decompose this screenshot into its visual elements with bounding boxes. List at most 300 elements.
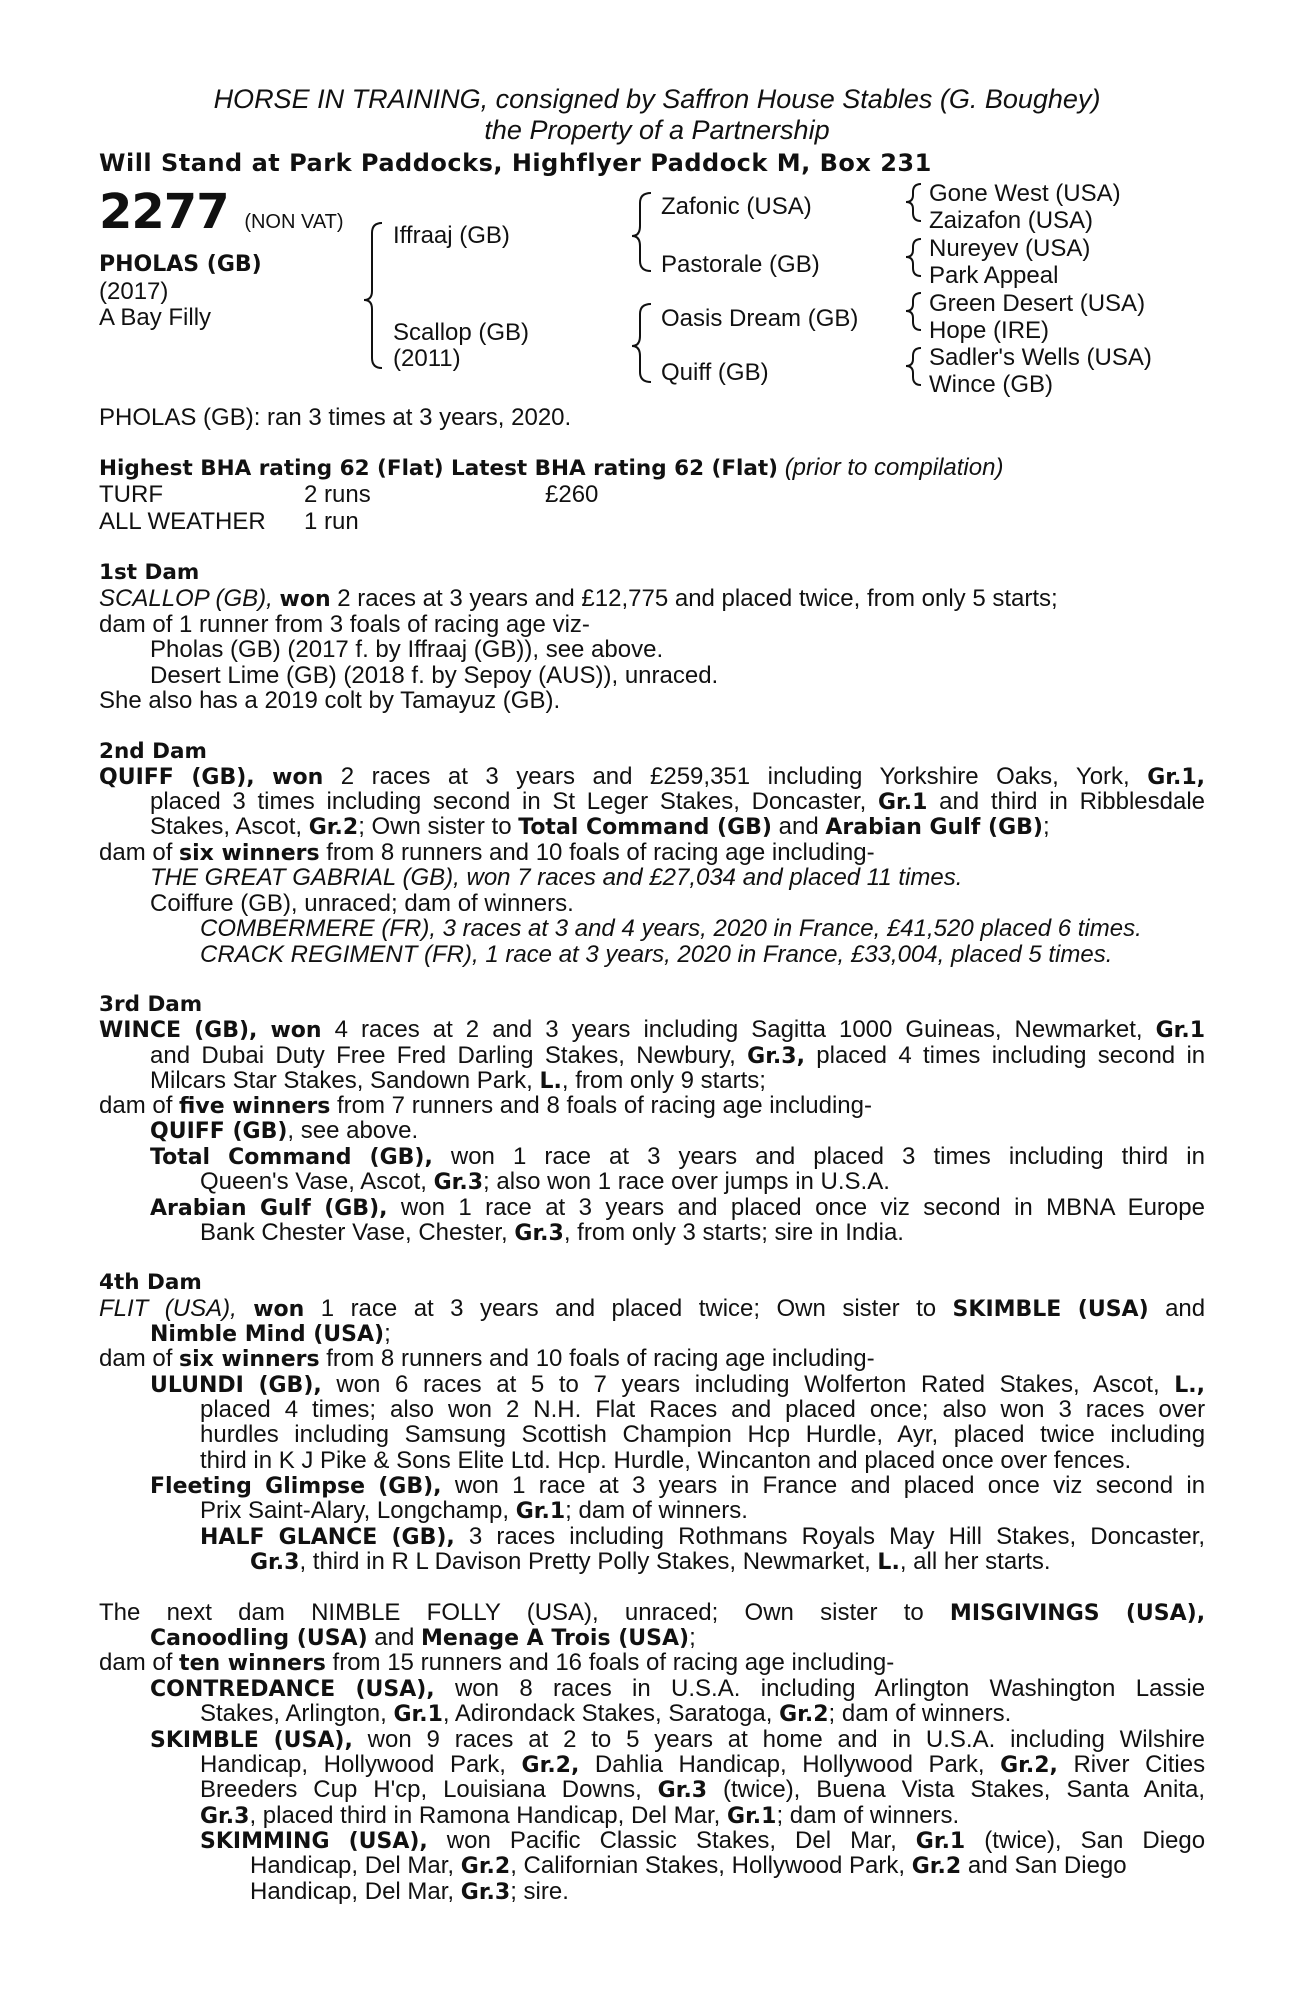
dam2-produce-1: THE GREAT GABRIAL (GB), won 7 races and £27,034 and placed 11 times. (150, 864, 963, 891)
w: Own (744, 1599, 794, 1626)
w: (USA), (1125, 1601, 1206, 1626)
w: Ascot, (1092, 1371, 1160, 1398)
dam2-grandproduce-1: COMBERMERE (FR), 3 races at 3 and 4 years, 2020 in France, £41,520 placed 6 times. (200, 915, 1142, 942)
w: at (609, 1143, 630, 1170)
w: Own (776, 1295, 826, 1322)
w: Fred (396, 1042, 447, 1069)
w: (GB), (378, 1474, 442, 1499)
pedigree-dsd: Hope (IRE) (929, 317, 1050, 344)
w: Glimpse (265, 1474, 365, 1499)
w: 3 (545, 1016, 559, 1043)
t: ; (384, 1320, 391, 1347)
aw-label: ALL WEATHER (99, 508, 266, 535)
dam2-grandproduce-2: CRACK REGIMENT (FR), 1 race at 3 years, 2020 in France, £33,004, placed 5 times. (200, 941, 1113, 968)
w: 3 (1058, 1396, 1072, 1423)
w: San (1080, 1827, 1124, 1854)
w: (USA) (1077, 1297, 1149, 1322)
pedigree-sire-sire: Zafonic (USA) (661, 193, 812, 220)
w: to (903, 1599, 924, 1626)
w: Doncaster, (1090, 1523, 1206, 1550)
w: Leger (586, 788, 649, 815)
t: L. (877, 1550, 900, 1575)
pedigree-dds: Sadler's Wells (USA) (929, 344, 1152, 371)
t: , Adirondack Stakes, Saratoga, (442, 1700, 780, 1727)
w: won (454, 1472, 499, 1499)
t: Arabian Gulf (GB) (825, 815, 1043, 840)
w: to (558, 1371, 579, 1398)
w: 1 (458, 1194, 472, 1221)
w: unraced; (624, 1599, 719, 1626)
w: also (389, 1396, 434, 1423)
w: Breeders (200, 1776, 298, 1803)
w: H'cp, (373, 1776, 428, 1803)
t: ; dam of winners. (828, 1700, 1012, 1727)
w: and (731, 1396, 772, 1423)
w: Diego (1142, 1827, 1206, 1854)
dam4-title: 4th Dam (99, 1270, 202, 1295)
w: second (1095, 1472, 1174, 1499)
t: , third in R L Davison Pretty Polly Stakes, Newmarket, (299, 1548, 878, 1575)
w: Hollywood (323, 1751, 435, 1778)
w: including (1110, 1421, 1206, 1448)
w: in (1186, 1042, 1206, 1069)
dam4-line6 (200, 1422, 1205, 1448)
w: 4 (284, 1396, 299, 1423)
w: Cup (313, 1776, 358, 1803)
bha-ratings (99, 455, 1003, 482)
dam1-produce-2: Desert Lime (GB) (2018 f. by Sepoy (AUS)), unraced. (150, 662, 719, 689)
turf-prize: £260 (545, 481, 599, 508)
w: Scottish (521, 1421, 607, 1448)
t: from 7 runners and 8 foals of racing age including- (330, 1092, 872, 1119)
dam1-line5: She also has a 2019 colt by Tamayuz (GB). (99, 687, 561, 714)
w: May (889, 1523, 935, 1550)
w: WINCE (99, 1018, 182, 1043)
w: to (916, 1295, 937, 1322)
w: including (760, 1675, 856, 1702)
w: third (990, 788, 1038, 815)
t: dam of (99, 839, 180, 866)
w: race (538, 1472, 586, 1499)
t: Gr.3 (433, 1170, 484, 1195)
dam3-line1 (99, 1017, 1205, 1044)
w: Park, (449, 1751, 506, 1778)
w: Gr.2, (521, 1753, 580, 1778)
w: 2 (505, 1396, 520, 1423)
t: Gr.2 (308, 815, 359, 840)
t: Menage A Trois (USA) (421, 1626, 690, 1651)
w: (USA), (164, 1295, 237, 1322)
t: Handicap, Del Mar, (250, 1878, 461, 1905)
w: Rothmans (678, 1523, 788, 1550)
w: Gr.1, (1147, 765, 1206, 790)
w: 1 (320, 1295, 335, 1322)
w: 3 (450, 1295, 464, 1322)
w: won (450, 1143, 495, 1170)
w: 4 (898, 1042, 912, 1069)
w: Wolferton (804, 1371, 907, 1398)
t: Total Command (GB) (518, 815, 772, 840)
w: Gr.1 (877, 790, 928, 815)
w: 3 (631, 1472, 646, 1499)
w: Arlington (874, 1675, 970, 1702)
w: Stakes, (544, 1042, 625, 1069)
dam1-line2: dam of 1 runner from 3 foals of racing age viz- (99, 611, 590, 638)
w: 8 (519, 1675, 533, 1702)
t: Gr.2 (911, 1854, 962, 1879)
t: Gr.3 (250, 1550, 300, 1575)
w: Doncaster, (751, 788, 867, 815)
w: £259,351 (650, 763, 751, 790)
w: MISGIVINGS (949, 1601, 1100, 1626)
w: Total (150, 1145, 211, 1170)
next-dam-line6 (150, 1727, 1205, 1754)
w: hurdles (200, 1421, 279, 1448)
w: sister (820, 1599, 878, 1626)
next-dam-line1 (99, 1600, 1205, 1627)
race-summary: PHOLAS (GB): ran 3 times at 3 years, 2020. (99, 404, 572, 431)
t: Gr.2 (779, 1702, 829, 1727)
t: dam of (99, 1345, 180, 1372)
ratings-note: (prior to compilation) (784, 454, 1004, 481)
w: Ayr, (897, 1421, 939, 1448)
w: Hurdle, (805, 1421, 884, 1448)
t: Queen's Vase, Ascot, (200, 1168, 434, 1195)
w: 5 (530, 1371, 545, 1398)
t: , from only 9 starts; (561, 1067, 766, 1094)
dam3-line5 (150, 1118, 418, 1145)
w: SKIMMING (200, 1829, 330, 1854)
w: sister (842, 1295, 900, 1322)
w: including (294, 1421, 390, 1448)
w: Guineas, (905, 1016, 1002, 1043)
w: placed (953, 1421, 1025, 1448)
dam4-line7: third in K J Pike & Sons Elite Ltd. Hcp. Hurdle, Wincanton and placed once over fences. (200, 1447, 1132, 1474)
w: over (1158, 1396, 1206, 1423)
w: SKIMBLE (952, 1297, 1062, 1322)
w: viz (880, 1194, 910, 1221)
t: ; dam of winners. (565, 1497, 748, 1524)
w: placed (150, 788, 221, 815)
dam1-record: 2 races at 3 years and £12,775 and placed twice, from only 5 starts; (337, 585, 1058, 612)
w: CONTREDANCE (150, 1677, 336, 1702)
pedigree-sire: Iffraaj (GB) (393, 222, 510, 249)
t: ; Own sister to (358, 813, 519, 840)
t: , all her starts. (899, 1548, 1051, 1575)
pedigree-sss: Gone West (USA) (929, 180, 1121, 207)
w: 3 (578, 1194, 592, 1221)
dam3-line4 (99, 1093, 872, 1120)
t: Gr.3 (460, 1880, 511, 1905)
w: won (270, 1018, 322, 1043)
w: Stakes, (996, 1523, 1077, 1550)
w: ULUNDI (150, 1373, 244, 1398)
w: and (755, 1143, 796, 1170)
dam3-line7 (200, 1169, 890, 1196)
w: years (516, 763, 575, 790)
w: races (1085, 1396, 1145, 1423)
w: 3 (468, 1523, 483, 1550)
w: times (923, 1042, 981, 1069)
w: including (326, 788, 422, 815)
w: 7 (593, 1371, 607, 1398)
t: ; (689, 1624, 696, 1651)
t: QUIFF (GB) (150, 1119, 288, 1144)
w: St (552, 788, 576, 815)
w: 1 (512, 1143, 527, 1170)
w: Gr.2, (1000, 1753, 1058, 1778)
dam4-line5 (200, 1397, 1205, 1423)
w: placed (903, 1472, 975, 1499)
w: Anita, (1143, 1776, 1206, 1803)
w: Free (336, 1042, 386, 1069)
w: and (555, 1295, 596, 1322)
w: years (605, 1194, 665, 1221)
w: second (432, 788, 511, 815)
w: placed (200, 1396, 271, 1423)
t: Nimble Mind (USA) (150, 1322, 385, 1347)
turf-runs: 2 runs (304, 481, 371, 508)
w: Park, (928, 1751, 985, 1778)
w: and (492, 1016, 533, 1043)
dam2-line4 (99, 840, 875, 867)
dam1-name: SCALLOP (GB), (99, 585, 273, 612)
t: six winners (179, 1347, 320, 1372)
w: France (762, 1472, 838, 1499)
w: race (544, 1143, 592, 1170)
w: (USA), (526, 1599, 599, 1626)
w: placed (816, 1042, 887, 1069)
next-dam-line3 (99, 1650, 894, 1677)
w: won (336, 1371, 381, 1398)
w: races (361, 1016, 420, 1043)
w: at (545, 1194, 566, 1221)
t: Prix Saint-Alary, Longchamp, (200, 1497, 516, 1524)
t: ; also won 1 race over jumps in U.S.A. (483, 1168, 890, 1195)
w: dam (238, 1599, 285, 1626)
dam4-line1 (99, 1296, 1205, 1323)
pedigree-dam-sire: Oasis Dream (GB) (661, 305, 859, 332)
pedigree-dss: Green Desert (USA) (929, 290, 1146, 317)
w: at (727, 1726, 748, 1753)
w: NIMBLE (311, 1599, 401, 1626)
t: dam of (99, 1649, 180, 1676)
w: years (658, 1472, 718, 1499)
pedigree-ddd: Wince (GB) (929, 371, 1054, 398)
w: including (767, 763, 863, 790)
w: 1000 (838, 1016, 893, 1043)
horse-name: PHOLAS (GB) (99, 252, 262, 277)
t: Gr.2 (460, 1854, 511, 1879)
w: Royals (801, 1523, 876, 1550)
w: Classic (599, 1827, 677, 1854)
w: (USA), (348, 1829, 428, 1854)
w: Arabian (150, 1196, 247, 1221)
pedigree-ssd: Zaizafon (USA) (929, 207, 1094, 234)
lot-number-value: 2277 (99, 184, 229, 240)
t: and (367, 1624, 422, 1651)
w: to (591, 1726, 612, 1753)
w: including (643, 1016, 739, 1043)
w: FOLLY (426, 1599, 501, 1626)
horse-year: (2017) (99, 278, 169, 305)
dam4-line8 (150, 1473, 1205, 1500)
w: Fleeting (150, 1474, 252, 1499)
w: Command (228, 1145, 352, 1170)
t: and San Diego (961, 1852, 1127, 1879)
w: Dahlia (594, 1751, 663, 1778)
w: Wilshire (1119, 1726, 1205, 1753)
dam4-line11 (250, 1549, 1051, 1576)
w: 3 (647, 1143, 661, 1170)
t: Gr.1 (727, 1804, 777, 1829)
t: Gr.1 (393, 1702, 443, 1727)
pedigree-dam-year: (2011) (393, 345, 461, 372)
t: Milcars Star Stakes, Sandown Park, (150, 1067, 540, 1094)
w: 3 (902, 1143, 916, 1170)
w: (GB), (324, 1196, 388, 1221)
w: races (553, 1675, 612, 1702)
w: times (933, 1143, 991, 1170)
t: L. (539, 1069, 562, 1094)
w: at (496, 1371, 517, 1398)
w: (GB), (391, 1525, 455, 1550)
w: Stakes, (695, 1827, 776, 1854)
w: won (367, 1726, 412, 1753)
w: Washington (989, 1675, 1116, 1702)
w: Cities (1145, 1751, 1206, 1778)
w: Dubai (201, 1042, 265, 1069)
next-dam-line5 (200, 1701, 1011, 1728)
w: Santa (1066, 1776, 1130, 1803)
t: , Californian Stakes, Hollywood Park, (510, 1852, 912, 1879)
t: and (771, 813, 826, 840)
t: Gr.1 (515, 1499, 566, 1524)
w: River (1073, 1751, 1130, 1778)
w: won (454, 1675, 499, 1702)
w: Samsung (404, 1421, 506, 1448)
w: Races (649, 1396, 718, 1423)
w: Champion (622, 1421, 732, 1448)
turf-label: TURF (99, 481, 163, 508)
w: Buena (816, 1776, 886, 1803)
w: HALF (200, 1525, 265, 1550)
pedigree-sdd: Park Appeal (929, 262, 1059, 289)
w: and (150, 1042, 191, 1069)
dam2-produce-2: Coiffure (GB), unraced; dam of winners. (150, 890, 574, 917)
w: Sagitta (751, 1016, 826, 1043)
w: (USA), (273, 1728, 353, 1753)
t: six winners (179, 841, 320, 866)
dam4-line9 (200, 1498, 748, 1525)
stand-location: Will Stand at Park Paddocks, Highflyer Paddock M, Box 231 (99, 149, 932, 177)
next-dam-line2 (150, 1625, 696, 1652)
dam3-line8 (150, 1195, 1205, 1222)
w: Gr.1 (1155, 1018, 1206, 1043)
w: Flat (595, 1396, 636, 1423)
w: Stakes, (970, 1776, 1051, 1803)
w: 9 (426, 1726, 440, 1753)
w: also (942, 1396, 987, 1423)
w: including (569, 1523, 664, 1550)
w: (twice), (984, 1827, 1062, 1854)
pedigree-dam: Scallop (GB) (393, 319, 530, 346)
w: years (621, 1371, 681, 1398)
w: and (677, 1194, 718, 1221)
w: York, (1075, 763, 1130, 790)
w: 5 (626, 1726, 640, 1753)
w: in (1014, 1194, 1033, 1221)
w: at (413, 1295, 434, 1322)
w: including (1008, 1143, 1104, 1170)
w: Newbury, (636, 1042, 736, 1069)
t: from 8 runners and 10 foals of racing age including- (319, 1345, 875, 1372)
w: U.S.A. (671, 1675, 741, 1702)
w: second (1097, 1042, 1176, 1069)
w: won (446, 1827, 491, 1854)
dam1-produce-1: Pholas (GB) (2017 f. by Iffraaj (GB)), see above. (150, 636, 664, 663)
dam2-line2 (150, 789, 1205, 816)
w: (GB), (191, 765, 255, 790)
w: Hollywood (802, 1751, 913, 1778)
dam4-line10 (200, 1524, 1205, 1551)
t: five winners (179, 1094, 331, 1119)
w: Lassie (1135, 1675, 1206, 1702)
w: Rated (920, 1371, 986, 1398)
dam3-title: 3rd Dam (99, 992, 203, 1017)
w: second (923, 1194, 1001, 1221)
w: GLANCE (278, 1525, 378, 1550)
w: 2 (465, 1016, 480, 1043)
dam3-line3 (150, 1068, 766, 1095)
t: Stakes, Ascot, (150, 813, 309, 840)
dam3-line9 (200, 1220, 904, 1247)
w: Gr.3 (657, 1778, 708, 1803)
t: ten winners (179, 1651, 326, 1676)
w: years (678, 1143, 738, 1170)
w: times; (312, 1396, 377, 1423)
w: Europe (1127, 1194, 1205, 1221)
dam1-won: won (279, 587, 331, 612)
next-dam-line9 (200, 1803, 959, 1830)
w: including (694, 1371, 790, 1398)
w: including (991, 1042, 1087, 1069)
w: years (654, 1726, 713, 1753)
w: race (350, 1295, 398, 1322)
t: Gr.3 (200, 1804, 250, 1829)
dam1-title: 1st Dam (99, 560, 200, 585)
w: Downs, (561, 1776, 642, 1803)
w: years (479, 1295, 539, 1322)
w: won (447, 1396, 492, 1423)
w: race (485, 1194, 532, 1221)
w: Louisiana (443, 1776, 546, 1803)
w: QUIFF (99, 765, 174, 790)
w: in (730, 1472, 750, 1499)
dam4-line4 (150, 1372, 1205, 1399)
w: in (892, 1726, 912, 1753)
w: Vista (901, 1776, 955, 1803)
w: placed (813, 1143, 885, 1170)
w: including (1010, 1726, 1105, 1753)
next-dam-line8 (200, 1777, 1205, 1804)
w: at (528, 1726, 549, 1753)
next-dam-line10 (200, 1828, 1205, 1855)
w: races (422, 1371, 482, 1398)
w: Gr.3, (747, 1044, 805, 1069)
w: twice (1040, 1421, 1095, 1448)
w: and (939, 788, 980, 815)
